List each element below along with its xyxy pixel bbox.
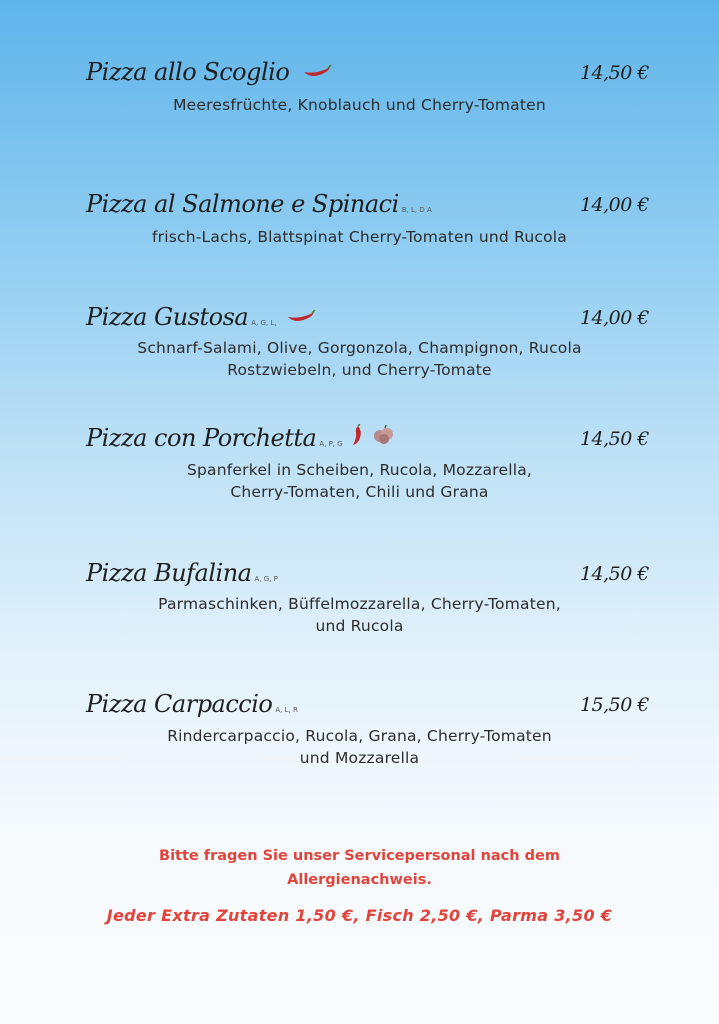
item-description: Parmaschinken, Büffelmozzarella, Cherry-Tomaten, und Rucola [158,595,561,635]
item-description: Schnarf-Salami, Olive, Gorgonzola, Champignon, Rucola Rostzwiebeln, und Cherry-Tomate [137,339,582,379]
item-allergens: B, L, D A [401,206,432,214]
item-price: 14,00 € [579,194,649,216]
allergy-note-line: Bitte fragen Sie unser Servicepersonal nach dem [159,848,560,864]
garlic-icon [371,424,397,450]
item-description: Meeresfrüchte, Knoblauch und Cherry-Tomaten [173,96,546,114]
item-allergens: A, G, P [254,575,278,583]
extras-pricing-note: Jeder Extra Zutaten 1,50 €, Fisch 2,50 €, Parma 3,50 € [106,906,613,925]
allergy-note [0,844,719,892]
chili-pepper-icon [349,424,367,450]
item-name: Pizza al Salmone e Spinaci [86,190,399,218]
item-name: Pizza Bufalina [86,559,252,587]
item-allergens: A, L, R [275,706,298,714]
item-name: Pizza Gustosa [86,303,249,331]
item-price: 14,50 € [579,428,649,450]
item-price: 15,50 € [579,694,649,716]
item-allergens: A, P, G [319,440,343,448]
item-description: frisch-Lachs, Blattspinat Cherry-Tomaten und Rucola [151,228,568,246]
item-price: 14,00 € [579,307,649,329]
item-name: Pizza allo Scoglio [86,58,290,86]
chili-pepper-icon [286,309,316,329]
chili-pepper-icon [302,64,332,84]
allergy-note-line: Allergienachweis. [287,872,432,888]
item-allergens: A, G, L, [251,319,277,327]
item-name: Pizza Carpaccio [86,690,273,718]
item-price: 14,50 € [579,563,649,585]
item-description: Spanferkel in Scheiben, Rucola, Mozzarella, Cherry-Tomaten, Chili und Grana [186,461,533,501]
item-price: 14,50 € [579,62,649,84]
item-description: Rindercarpaccio, Rucola, Grana, Cherry-Tomaten und Mozzarella [167,727,552,767]
item-name: Pizza con Porchetta [86,424,317,452]
